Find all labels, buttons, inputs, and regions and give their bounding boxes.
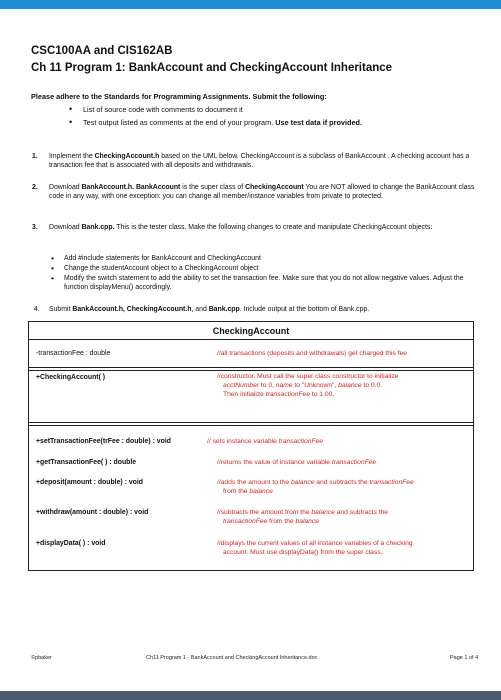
uml-method-withdraw-comment: //subtracts the amount from the balance and subtracts the transactionFee from the balance <box>217 509 389 525</box>
requirement-bullet-output: • Test output listed as comments at the end of your program. Use test data if provided. <box>83 118 362 127</box>
step-3: 3. Download Bank.cpp. This is the tester class. Make the following changes to create and manipulate CheckingAccount objects: <box>32 224 433 231</box>
uml-constructor-comment: //constructor. Must call the super class constructor to initialize acctNumber to 0, name to "Unknown", balance to 0.0. Then initialize transactionFee to 1.00. <box>217 373 399 398</box>
step-3-sub-switch: • Modify the switch statement to add the ability to set the transaction fee. Make sure that you do not allow negative values. Adjust the function displayMenu() accordingly. <box>64 274 474 293</box>
uml-method-deposit: +deposit(amount : double) : void <box>36 479 143 486</box>
uml-method-set-fee: +setTransactionFee(trFee : double) : void <box>36 438 171 445</box>
uml-method-set-fee-comment: // sets instance variable transactionFee <box>207 438 323 445</box>
uml-attribute: -transactionFee : double <box>36 350 111 357</box>
step-4: 4. Submit BankAccount.h, CheckingAccount.h, and Bank.cpp. Include output at the bottom of Bank.cpp. <box>34 306 370 313</box>
uml-method-deposit-comment: //adds the amount to the balance and subtracts the transactionFee from the balance <box>217 479 414 495</box>
step-3-sub-object: • Change the studentAccount object to a CheckingAccount object <box>64 264 474 273</box>
uml-divider <box>29 370 473 371</box>
uml-divider <box>29 425 473 426</box>
adhere-instruction: Please adhere to the Standards for Programming Assignments. Submit the following: <box>31 92 327 101</box>
uml-method-display-comment: //displays the current values of all instance variables of a checking account. Must use displayData() from the super class. <box>217 540 413 556</box>
bottom-bar <box>0 691 501 700</box>
uml-class-diagram <box>28 321 474 571</box>
course-title: CSC100AA and CIS162AB <box>31 45 173 57</box>
top-accent-bar <box>0 0 501 9</box>
step-3-sub-include: • Add #include statements for BankAccount and CheckingAccount <box>64 254 474 263</box>
uml-divider <box>29 367 473 368</box>
step-2: 2. Download BankAccount.h. BankAccount is the super class of CheckingAccount You are NOT allowed to change the BankAccount class code in any way, with one exception: you can change all member/instance variables from private to protected. <box>32 184 475 201</box>
step-1: 1. Implement the CheckingAccount.h based on the UML below. CheckingAccount is a subclass of BankAccount . A checking account has a transaction fee that is associated with all deposits and withdrawals. <box>32 153 470 170</box>
uml-method-get-fee: +getTransactionFee( ) : double <box>36 459 137 466</box>
uml-attribute-comment: //all transactions (deposits and withdrawals) get charged this fee <box>217 350 407 357</box>
uml-method-display: +displayData( ) : void <box>36 540 106 547</box>
uml-constructor: +CheckingAccount( ) <box>36 374 106 381</box>
uml-class-name: CheckingAccount <box>29 322 473 340</box>
footer-filename: Ch11 Program 1 - BankAccount and CheckingAccount Inheritance.doc <box>146 655 318 661</box>
footer-page-number: Page 1 of 4 <box>450 655 479 661</box>
uml-method-get-fee-comment: //returns the value of instance variable transactionFee <box>217 459 377 466</box>
footer-author: ©pbaker <box>31 655 52 661</box>
program-title: Ch 11 Program 1: BankAccount and CheckingAccount Inheritance <box>31 62 393 74</box>
requirement-bullet-source: • List of source code with comments to document it <box>83 105 243 114</box>
document-page <box>0 9 501 691</box>
uml-method-withdraw: +withdraw(amount : double) : void <box>36 509 149 516</box>
uml-divider <box>29 422 473 423</box>
